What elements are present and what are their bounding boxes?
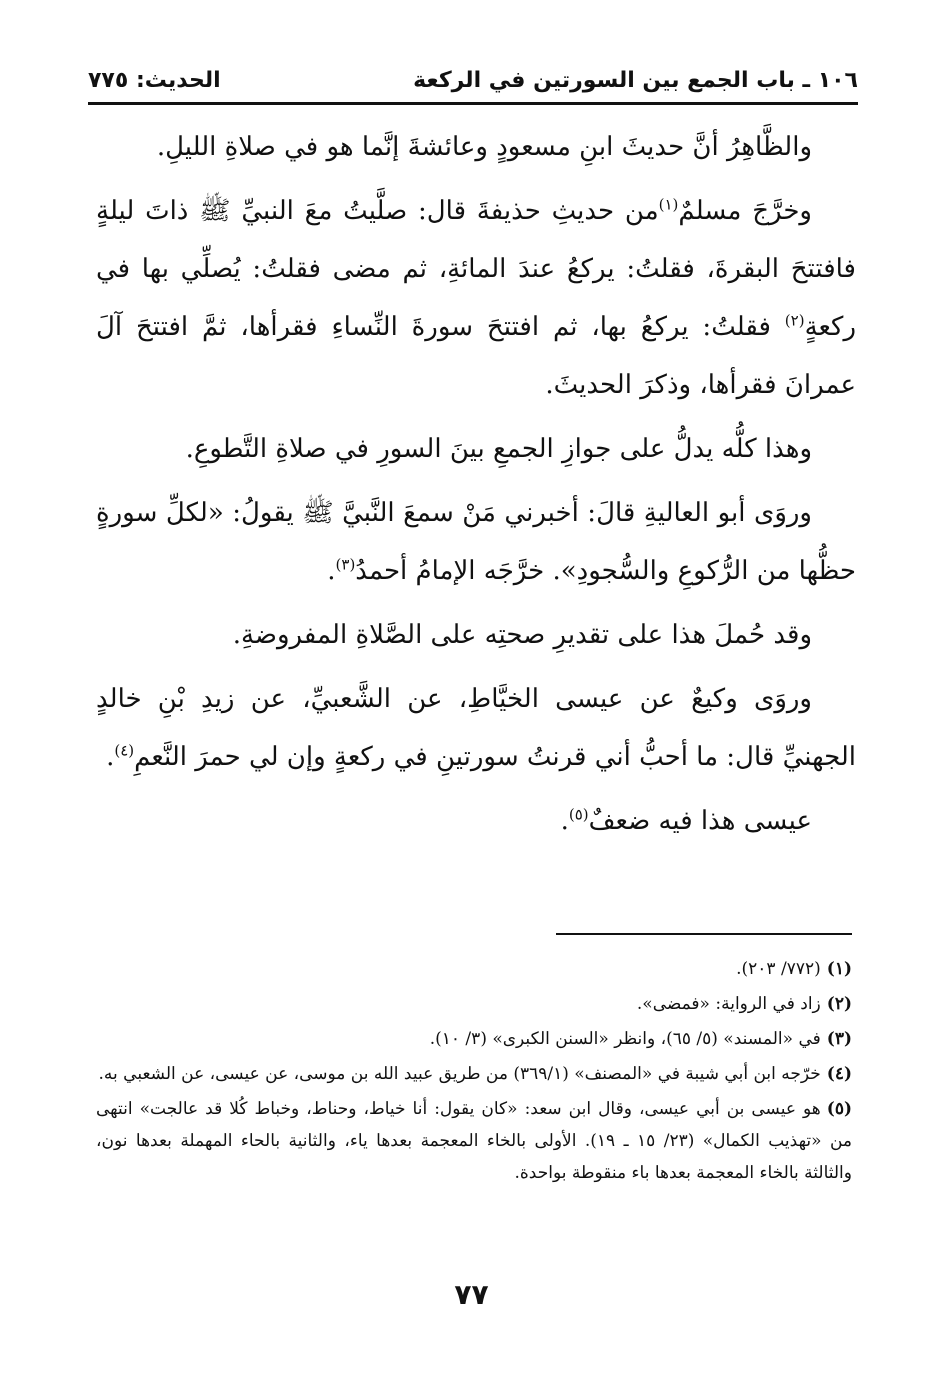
footnote-ref: (٣): [335, 555, 356, 574]
footnotes: [96, 953, 852, 1192]
footnote-separator: [556, 933, 852, 935]
paragraph: وقد حُملَ هذا على تقديرِ صحتِه على الصَّلاةِ المفروضةِ.: [232, 620, 812, 650]
footnote-ref: (٥): [568, 805, 589, 824]
footnote-number: (٢): [826, 994, 852, 1014]
paragraph: وهذا كلُّه يدلُّ على جوازِ الجمعِ بينَ السورِ في صلاةِ التَّطوعِ.: [185, 434, 812, 464]
chapter-title: ١٠٦ ـ باب الجمع بين السورتين في الركعة: [413, 67, 858, 93]
footnote-number: (٣): [826, 1029, 852, 1049]
hadith-reference: الحديث: ٧٧٥: [88, 67, 221, 93]
footnote: (٤)خرّجه ابن أبي شيبة في «المصنف» (٣٦٩/١) من طريق عبيد الله بن موسى، عن عيسى، عن الشعبي به.: [98, 1064, 852, 1084]
footnote: (٢)زاد في الرواية: «فمضى».: [636, 994, 852, 1014]
page-number: ٧٧: [454, 1278, 489, 1311]
footnote-number: (٥): [826, 1099, 852, 1119]
paragraph: وخرَّجَ مسلمٌ$^{(١)}$من حديثِ حذيفةَ قال: صلَّيتُ معَ النبيِّ ﷺ ذاتَ ليلةٍ فافتتحَ البقرةَ، فقلتُ: يركعُ عندَ المائةِ، ثم مضى فقلتُ: يُصلِّي بها في ركعةٍ$^{(٢)}$ فقلتُ: يركعُ بها، ثم افتتحَ سورةَ النِّساءِ فقرأها، ثمَّ افتتحَ آلَ عمرانَ فقرأها، وذكرَ الحديثَ.: [96, 195, 856, 400]
page-header: [88, 58, 858, 102]
footnote: (١)(٧٧٢/ ٢٠٣).: [736, 959, 852, 979]
paragraph: وروَى وكيعٌ عن عيسى الخيَّاطِ، عن الشَّعبيِّ، عن زيدِ بْنِ خالدٍ الجهنيِّ قال: ما أحبُّ أني قرنتُ سورتينِ في ركعةٍ وإن لي حمرَ النَّعمِ$^{(٤)}$.: [96, 684, 856, 772]
footnote-ref: (٤): [114, 741, 135, 760]
paragraph: عيسى هذا فيه ضعفٌ$^{(٥)}$.: [560, 805, 812, 836]
footnote-number: (٤): [826, 1064, 852, 1084]
footnote-ref: (٢): [784, 311, 805, 330]
header-rule: [88, 102, 858, 105]
footnote-number: (١): [826, 959, 852, 979]
paragraph: والظَّاهِرُ أنَّ حديثَ ابنِ مسعودٍ وعائشةَ إنَّما هو في صلاةِ الليلِ.: [156, 132, 812, 162]
footnote: (٣)في «المسند» (٥/ ٦٥)، وانظر «السنن الكبرى» (٣/ ١٠).: [429, 1029, 852, 1049]
paragraph: وروَى أبو العاليةِ قالَ: أخبرني مَنْ سمعَ النَّبيَّ ﷺ يقولُ: «لكلِّ سورةٍ حظُّها من الرُّكوعِ والسُّجودِ». خرَّجَه الإمامُ أحمدُ$^{(٣)}$.: [96, 498, 856, 586]
footnote-ref: (١): [658, 195, 679, 214]
footnote: (٥)هو عيسى بن أبي عيسى، وقال ابن سعد: «كان يقول: أنا خياط، وحناط، وخباط كُلا قد عالجت» انتهى من «تهذيب الكمال» (٢٣/ ١٥ ـ ١٩). الأولى بالخاء المعجمة بعدها ياء، والثانية بالحاء المهملة بعدها نون، والثالثة بالخاء المعجمة بعدها باء منقوطة بواحدة.: [96, 1099, 852, 1183]
main-text: [96, 118, 856, 856]
